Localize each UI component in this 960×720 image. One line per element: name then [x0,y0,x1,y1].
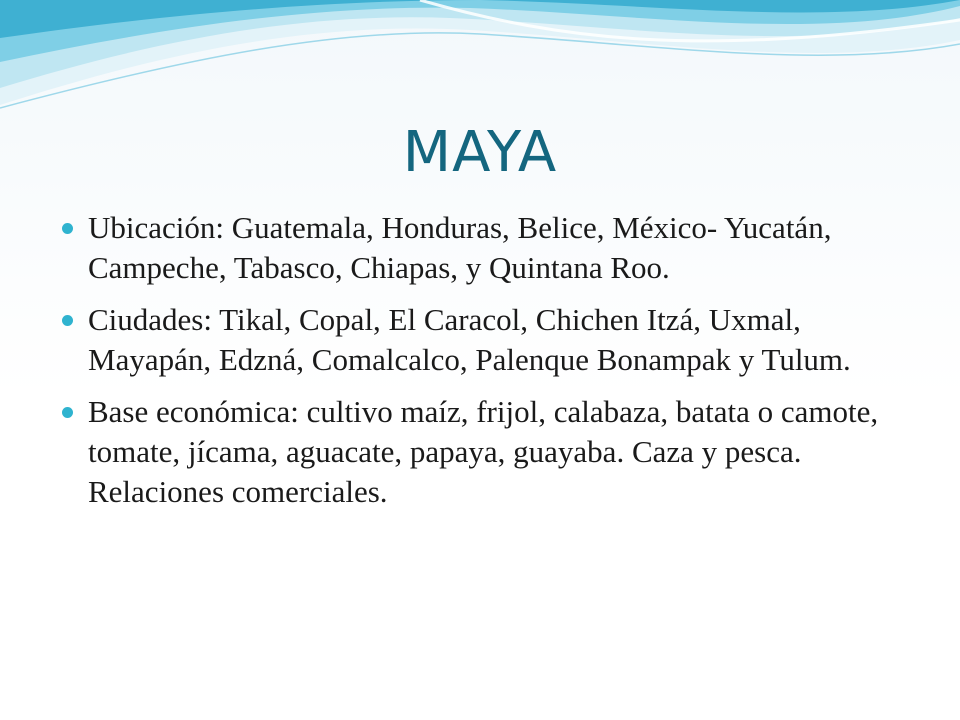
bullet-item-ubicacion [62,208,922,288]
bullet-item-base-economica [62,392,922,512]
bullet-dot-icon [62,223,73,234]
bullet-text: Ciudades: Tikal, Copal, El Caracol, Chichen Itzá, Uxmal, Mayapán, Edzná, Comalcalco, Palenque Bonampak y Tulum. [88,302,851,377]
bullet-dot-icon [62,315,73,326]
slide-title: MAYA [402,120,558,185]
bullet-text: Ubicación: Guatemala, Honduras, Belice, México- Yucatán, Campeche, Tabasco, Chiapas, y Quintana Roo. [88,210,832,285]
bullet-text: Base económica: cultivo maíz, frijol, calabaza, batata o camote, tomate, jícama, aguacate, papaya, guayaba. Caza y pesca. Relaciones comerciales. [88,394,879,509]
bullet-dot-icon [62,407,73,418]
bullet-item-ciudades [62,300,922,380]
bullet-list [62,208,922,524]
